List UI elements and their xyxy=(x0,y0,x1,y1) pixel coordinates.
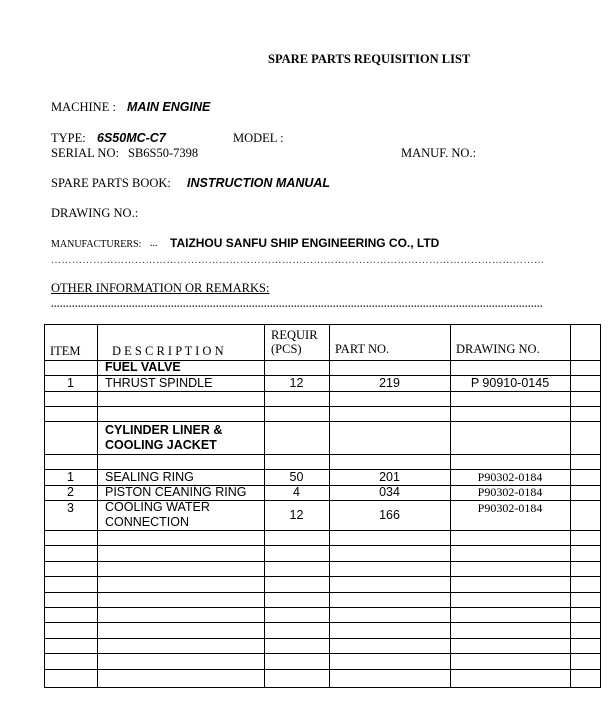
section-cooling-jacket: COOLING JACKET xyxy=(105,438,217,452)
machine-value: MAIN ENGINE xyxy=(127,100,211,114)
header-part-no: PART NO. xyxy=(335,342,390,356)
row-drawing-no: P90302-0184 xyxy=(477,501,543,515)
header-drawing-no: DRAWING NO. xyxy=(456,342,540,356)
row-description: PISTON CEANING RING xyxy=(105,485,247,499)
row-divider xyxy=(44,669,601,670)
manufacturers-value: TAIZHOU SANFU SHIP ENGINEERING CO., LTD xyxy=(170,236,440,250)
header-item: ITEM xyxy=(50,344,81,358)
row-divider xyxy=(44,576,601,577)
parts-book-label: SPARE PARTS BOOK: xyxy=(51,176,171,190)
table-border-bottom xyxy=(44,687,601,688)
manufacturers-label: MANUFACTURERS: xyxy=(51,239,142,250)
dotted-leader: …………………………………………………………………………………………………………………………… xyxy=(51,255,545,266)
row-part-no: 166 xyxy=(379,508,400,522)
model-label: MODEL : xyxy=(233,131,284,145)
remarks-dotted-line: .................................................................................................................................................................... xyxy=(51,299,543,310)
row-divider xyxy=(44,406,601,407)
row-item: 1 xyxy=(67,470,74,484)
row-drawing-no: P90302-0184 xyxy=(477,485,543,499)
col-divider xyxy=(570,324,571,688)
machine-label: MACHINE : xyxy=(51,100,116,114)
row-divider xyxy=(44,545,601,546)
row-item: 1 xyxy=(67,376,74,390)
parts-table xyxy=(44,324,601,688)
parts-book-value: INSTRUCTION MANUAL xyxy=(187,176,331,190)
header-requir: REQUIR xyxy=(271,328,318,342)
row-qty: 4 xyxy=(293,485,300,499)
row-description: COOLING WATER xyxy=(105,500,210,514)
row-item: 2 xyxy=(67,485,74,499)
row-divider xyxy=(44,561,601,562)
row-divider xyxy=(44,530,601,531)
serial-value: SB6S50-7398 xyxy=(128,146,199,160)
row-qty: 50 xyxy=(289,470,304,484)
row-description: THRUST SPINDLE xyxy=(105,376,213,390)
table-border-right xyxy=(600,324,601,688)
row-drawing-no: P 90910-0145 xyxy=(470,376,550,390)
row-part-no: 219 xyxy=(379,376,400,390)
row-divider xyxy=(44,653,601,654)
section-cylinder-liner: CYLINDER LINER & xyxy=(105,423,223,437)
header-description: D E S C R I P T I O N xyxy=(112,344,224,358)
drawing-no-label: DRAWING NO.: xyxy=(51,206,139,220)
type-value: 6S50MC-C7 xyxy=(97,131,166,145)
row-drawing-no: P90302-0184 xyxy=(477,470,543,484)
manuf-no-label: MANUF. NO.: xyxy=(401,146,477,160)
table-border-top xyxy=(44,324,601,325)
serial-label: SERIAL NO: xyxy=(51,146,119,160)
row-part-no: 034 xyxy=(379,485,400,499)
col-divider xyxy=(97,324,98,688)
row-divider xyxy=(44,607,601,608)
row-divider xyxy=(44,622,601,623)
manufacturers-dots: ... xyxy=(150,238,158,249)
section-fuel-valve: FUEL VALVE xyxy=(105,360,181,374)
row-divider xyxy=(44,421,601,422)
remarks-label: OTHER INFORMATION OR REMARKS: xyxy=(51,281,270,295)
row-divider xyxy=(44,454,601,455)
row-divider xyxy=(44,592,601,593)
row-item: 3 xyxy=(67,501,74,515)
row-qty: 12 xyxy=(289,508,304,522)
document-title: SPARE PARTS REQUISITION LIST xyxy=(268,52,471,66)
row-qty: 12 xyxy=(289,376,304,390)
row-divider xyxy=(44,638,601,639)
row-description: SEALING RING xyxy=(105,470,194,484)
type-label: TYPE: xyxy=(51,131,86,145)
header-pcs: (PCS) xyxy=(271,342,302,356)
row-part-no: 201 xyxy=(379,470,400,484)
row-description-line2: CONNECTION xyxy=(105,515,190,529)
row-divider xyxy=(44,391,601,392)
